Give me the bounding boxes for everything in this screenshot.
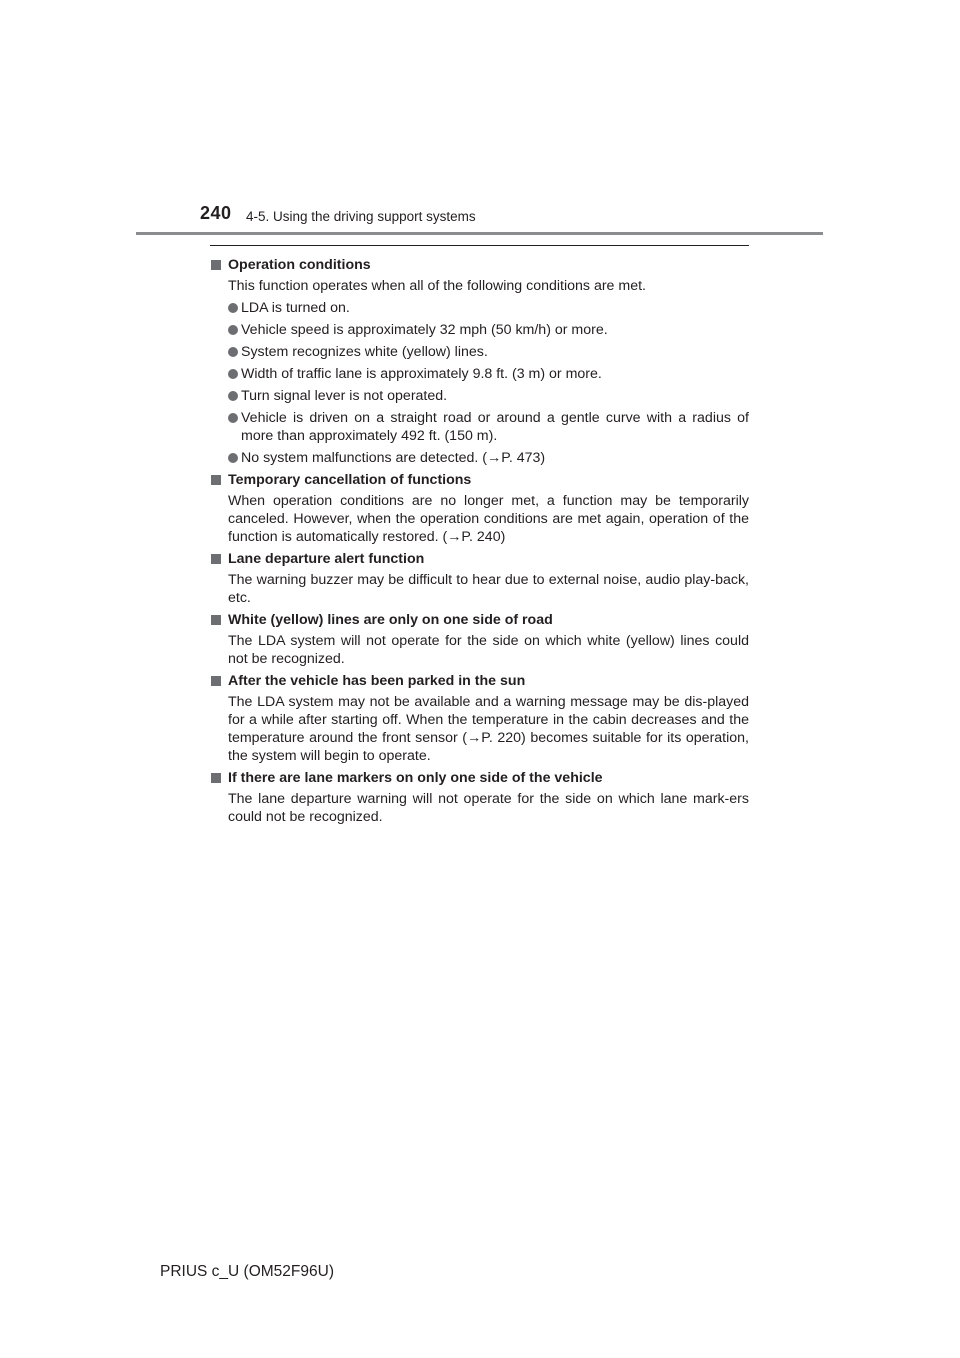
section-heading-text: Lane departure alert function: [228, 551, 425, 567]
list-item: [211, 343, 749, 361]
list-item-text: No system malfunctions are detected. (→P. 473): [241, 450, 546, 466]
list-item-text: System recognizes white (yellow) lines.: [241, 344, 488, 360]
list-item: [211, 299, 749, 317]
square-bullet-icon: [211, 260, 221, 270]
list-item-text: Vehicle speed is approximately 32 mph (50 km/h) or more.: [241, 322, 608, 338]
list-item: [211, 365, 749, 383]
round-bullet-icon: [228, 391, 238, 401]
footer-model-code: PRIUS c_U (OM52F96U): [160, 1263, 334, 1280]
content-top-rule: [210, 245, 749, 246]
section-heading-text: After the vehicle has been parked in the sun: [228, 673, 526, 689]
section-heading: [211, 611, 749, 629]
page-number: 240: [200, 203, 232, 223]
section-parked-in-sun: [211, 672, 749, 765]
section-lane-markers-one-side: [211, 769, 749, 826]
section-white-lines-one-side: [211, 611, 749, 668]
section-heading: [211, 256, 749, 274]
list-item-text: Turn signal lever is not operated.: [241, 388, 448, 404]
list-item-text: Width of traffic lane is approximately 9.8 ft. (3 m) or more.: [241, 366, 602, 382]
section-body: This function operates when all of the following conditions are met.: [228, 278, 646, 294]
square-bullet-icon: [211, 475, 221, 485]
square-bullet-icon: [211, 554, 221, 564]
section-body: The lane departure warning will not operate for the side on which lane mark-ers could not be recognized.: [228, 791, 749, 825]
section-heading: [211, 550, 749, 568]
section-heading: [211, 672, 749, 690]
round-bullet-icon: [228, 303, 238, 313]
round-bullet-icon: [228, 347, 238, 357]
square-bullet-icon: [211, 773, 221, 783]
list-item-text: LDA is turned on.: [241, 300, 350, 316]
list-item: [211, 321, 749, 339]
section-temporary-cancellation: [211, 471, 749, 546]
section-lane-departure-alert: [211, 550, 749, 607]
section-title: 4-5. Using the driving support systems: [246, 209, 476, 224]
header-rule: [136, 232, 823, 235]
round-bullet-icon: [228, 413, 238, 423]
condition-list: [211, 299, 749, 467]
list-item: [211, 409, 749, 445]
square-bullet-icon: [211, 615, 221, 625]
section-body: The LDA system may not be available and a warning message may be dis-played for a while after starting off. When the temperature in the cabin decreases and the temperature around the front sensor (→P. 220) becomes suitable for its operation, the system will begin to operate.: [228, 694, 749, 764]
section-heading-text: Temporary cancellation of functions: [228, 472, 472, 488]
section-heading: [211, 769, 749, 787]
list-item: [211, 387, 749, 405]
section-heading: [211, 471, 749, 489]
round-bullet-icon: [228, 369, 238, 379]
round-bullet-icon: [228, 325, 238, 335]
list-item: [211, 449, 749, 467]
square-bullet-icon: [211, 676, 221, 686]
page-header: [200, 203, 820, 233]
round-bullet-icon: [228, 453, 238, 463]
section-heading-text: If there are lane markers on only one side of the vehicle: [228, 770, 603, 786]
list-item-text: Vehicle is driven on a straight road or around a gentle curve with a radius of more than approximately 492 ft. (150 m).: [241, 410, 749, 444]
section-operation-conditions: [211, 256, 749, 467]
content: [211, 256, 749, 830]
section-heading-text: White (yellow) lines are only on one side of road: [228, 612, 553, 628]
section-body: The LDA system will not operate for the side on which white (yellow) lines could not be recognized.: [228, 633, 749, 667]
section-body: When operation conditions are no longer met, a function may be temporarily canceled. However, when the operation conditions are met again, operation of the function is automatically restored. (→P. 240): [228, 493, 749, 545]
section-body: The warning buzzer may be difficult to hear due to external noise, audio play-back, etc.: [228, 572, 749, 606]
section-heading-text: Operation conditions: [228, 257, 371, 273]
